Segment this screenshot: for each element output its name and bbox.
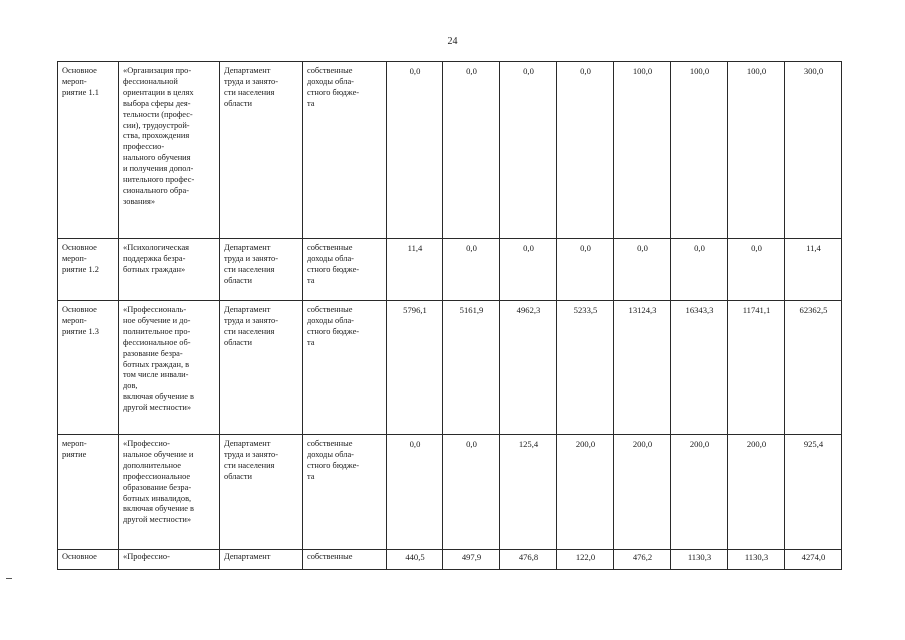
table-row [58, 301, 842, 435]
total-cell: 300,0 [785, 62, 842, 239]
total-cell: 925,4 [785, 435, 842, 550]
page-number: 24 [447, 36, 458, 47]
value-cell: 5796,1 [387, 301, 443, 435]
measure-cell: Основное мероп- риятие 1.1 [58, 62, 119, 239]
value-cell: 0,0 [500, 62, 557, 239]
value-cell: 0,0 [557, 62, 614, 239]
executor-cell: Департамент [220, 550, 303, 570]
value-cell: 0,0 [614, 239, 671, 301]
value-cell: 0,0 [443, 239, 500, 301]
funding-source-cell: собственные доходы обла- стного бюдже- та [303, 435, 387, 550]
value-cell: 0,0 [387, 62, 443, 239]
funding-source-cell: собственные доходы обла- стного бюдже- та [303, 301, 387, 435]
value-cell: 0,0 [443, 435, 500, 550]
measure-cell: Основное мероп- риятие 1.3 [58, 301, 119, 435]
value-cell: 200,0 [728, 435, 785, 550]
executor-cell: Департамент труда и занято- сти населения области [220, 435, 303, 550]
total-cell: 11,4 [785, 239, 842, 301]
margin-tick-mark [6, 578, 12, 579]
funding-source-cell: собственные доходы обла- стного бюдже- та [303, 62, 387, 239]
value-cell: 1130,3 [728, 550, 785, 570]
value-cell: 11741,1 [728, 301, 785, 435]
measure-cell: Основное мероп- риятие 1.2 [58, 239, 119, 301]
measure-name-cell: «Организация про- фессиональной ориентации в целях выбора сферы дея- тельности (профес- сии), трудоустрой- ства, прохождения профессио- нального обучения и получения допол- нительного профес- сионального обра- зования» [119, 62, 220, 239]
value-cell: 440,5 [387, 550, 443, 570]
value-cell: 1130,3 [671, 550, 728, 570]
budget-table [57, 61, 842, 570]
value-cell: 476,8 [500, 550, 557, 570]
value-cell: 5233,5 [557, 301, 614, 435]
table-row [58, 62, 842, 239]
value-cell: 497,9 [443, 550, 500, 570]
value-cell: 100,0 [728, 62, 785, 239]
value-cell: 200,0 [557, 435, 614, 550]
value-cell: 0,0 [387, 435, 443, 550]
value-cell: 11,4 [387, 239, 443, 301]
value-cell: 125,4 [500, 435, 557, 550]
value-cell: 0,0 [557, 239, 614, 301]
executor-cell: Департамент труда и занято- сти населения области [220, 62, 303, 239]
measure-name-cell: «Профессиональ- ное обучение и до- полнительное про- фессиональное об- разование безра- ботных граждан, в том числе инвали- дов, включая обучение в другой местности» [119, 301, 220, 435]
value-cell: 100,0 [671, 62, 728, 239]
value-cell: 16343,3 [671, 301, 728, 435]
executor-cell: Департамент труда и занято- сти населения области [220, 239, 303, 301]
measure-name-cell: «Психологическая поддержка безра- ботных граждан» [119, 239, 220, 301]
executor-cell: Департамент труда и занято- сти населения области [220, 301, 303, 435]
value-cell: 122,0 [557, 550, 614, 570]
table-row [58, 550, 842, 570]
value-cell: 13124,3 [614, 301, 671, 435]
value-cell: 100,0 [614, 62, 671, 239]
value-cell: 0,0 [443, 62, 500, 239]
table-row [58, 239, 842, 301]
measure-cell: мероп- риятие [58, 435, 119, 550]
value-cell: 0,0 [671, 239, 728, 301]
total-cell: 62362,5 [785, 301, 842, 435]
table-row [58, 435, 842, 550]
value-cell: 200,0 [614, 435, 671, 550]
value-cell: 200,0 [671, 435, 728, 550]
funding-source-cell: собственные доходы обла- стного бюдже- та [303, 239, 387, 301]
value-cell: 5161,9 [443, 301, 500, 435]
measure-name-cell: «Профессио- [119, 550, 220, 570]
value-cell: 0,0 [500, 239, 557, 301]
measure-cell: Основное [58, 550, 119, 570]
value-cell: 4962,3 [500, 301, 557, 435]
funding-source-cell: собственные [303, 550, 387, 570]
value-cell: 0,0 [728, 239, 785, 301]
total-cell: 4274,0 [785, 550, 842, 570]
value-cell: 476,2 [614, 550, 671, 570]
measure-name-cell: «Профессио- нальное обучение и дополнительное профессиональное образование безра- ботных инвалидов, включая обучение в другой местности» [119, 435, 220, 550]
